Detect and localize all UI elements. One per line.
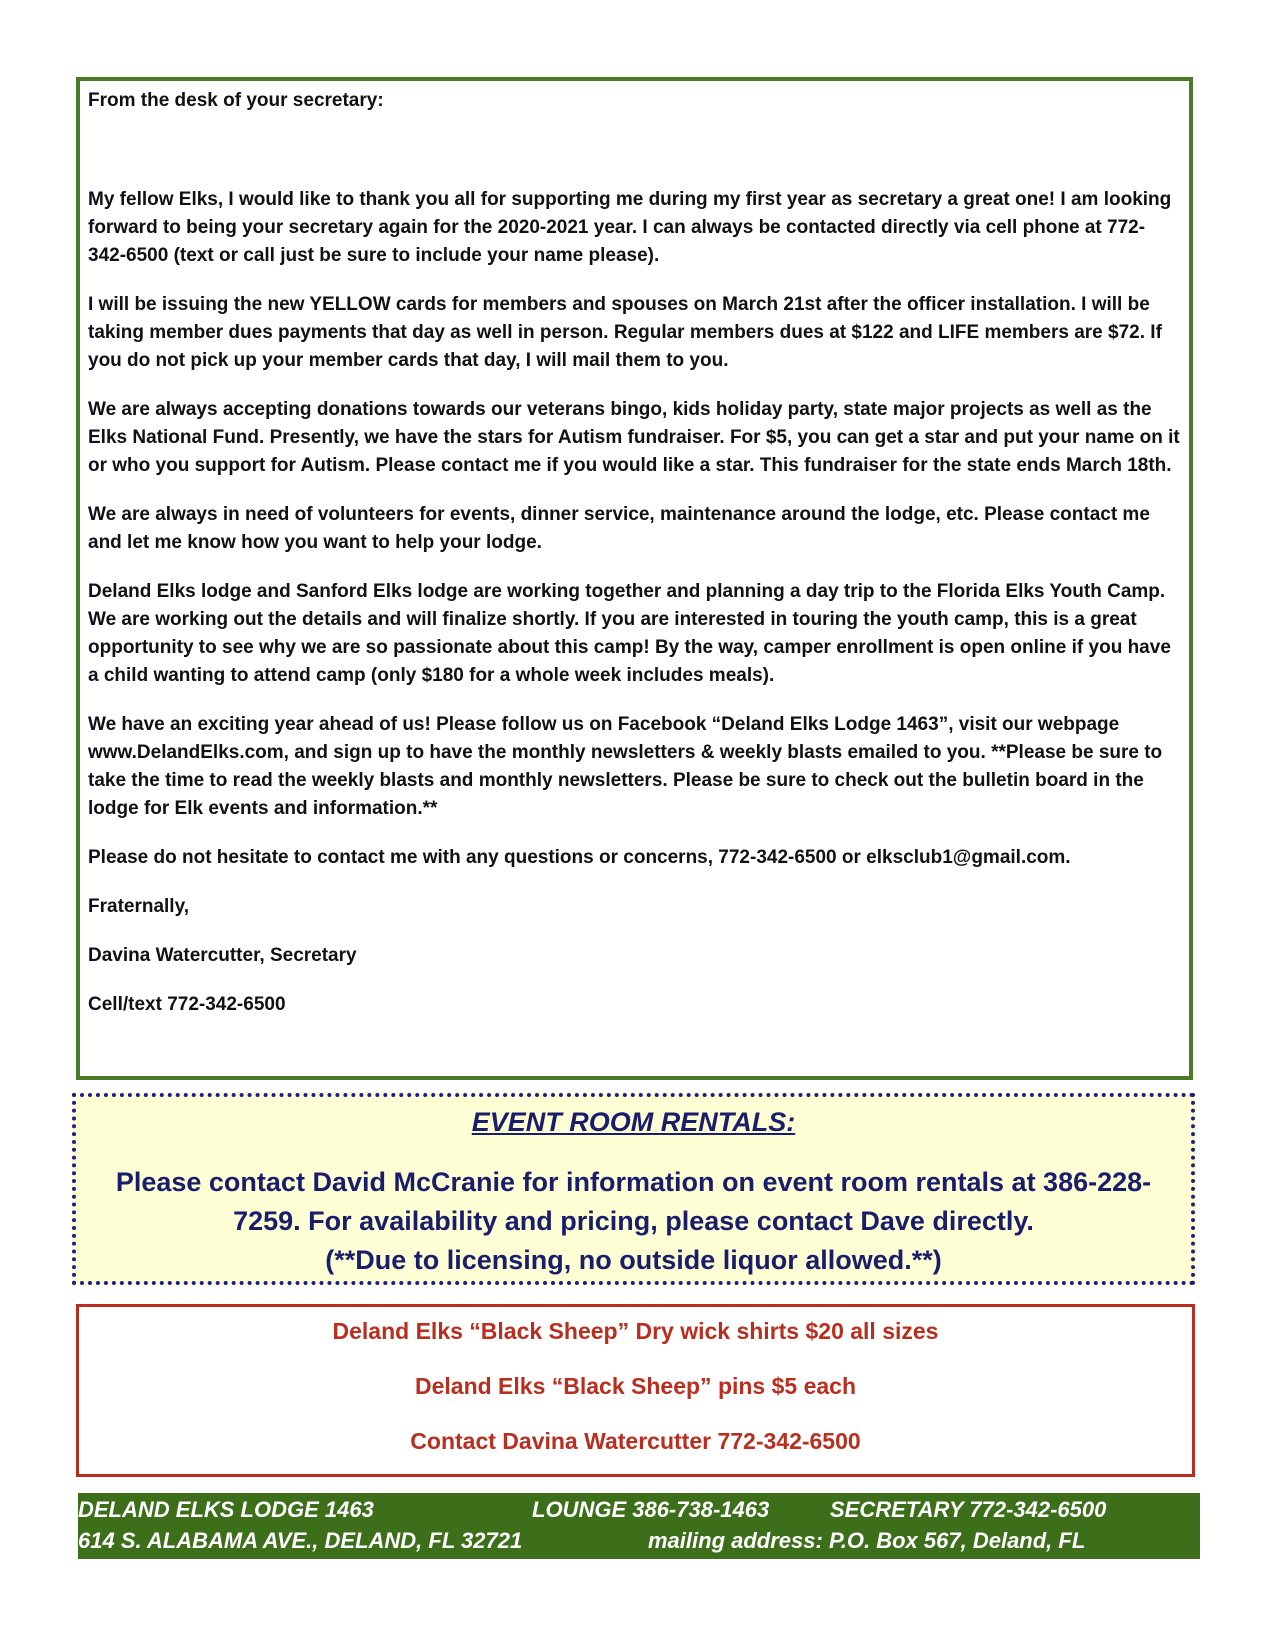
lodge-footer: [78, 1493, 1200, 1559]
event-rentals-note: (**Due to licensing, no outside liquor allowed.**): [325, 1245, 942, 1275]
letter-paragraph-contact: Please do not hesitate to contact me with any questions or concerns, 772-342-6500 or elksclub1@gmail.com.: [88, 847, 1071, 868]
merchandise-box: [76, 1304, 1195, 1477]
letter-heading: From the desk of your secretary:: [88, 90, 384, 111]
letter-contact: Cell/text 772-342-6500: [88, 994, 286, 1015]
secretary-letter: [76, 77, 1193, 1080]
letter-paragraph-cards: I will be issuing the new YELLOW cards for members and spouses on March 21st after the officer installation. I will be taking member dues payments that day as well in person. Regular members dues at $122 and LIFE members are $72. If you do not pick up your member cards that day, I will mail them to you.: [88, 294, 1162, 371]
footer-secretary-phone: SECRETARY 772-342-6500: [830, 1497, 1107, 1522]
letter-signature: Davina Watercutter, Secretary: [88, 945, 357, 966]
letter-paragraph-youth-camp: Deland Elks lodge and Sanford Elks lodge are working together and planning a day trip to the Florida Elks Youth Camp. We are working out the details and will finalize shortly. If you are interested in touring the youth camp, this is a great opportunity to see why we are so passionate about this camp! By the way, camper enrollment is open online if you have a child wanting to attend camp (only $180 for a whole week includes meals).: [88, 581, 1171, 686]
event-rentals-title: EVENT ROOM RENTALS:: [471, 1107, 796, 1137]
footer-lounge-phone: LOUNGE 386-738-1463: [532, 1497, 770, 1522]
event-rentals-box: [72, 1093, 1195, 1285]
letter-paragraph-donations: We are always accepting donations towards our veterans bingo, kids holiday party, state major projects as well as the Elks National Fund. Presently, we have the stars for Autism fundraiser. For $5, you can get a star and put your name on it or who you support for Autism. Please contact me if you would like a star. This fundraiser for the state ends March 18th.: [88, 399, 1180, 476]
footer-mailing-address: mailing address: P.O. Box 567, Deland, FL: [648, 1528, 1086, 1553]
event-rentals-text: Please contact David McCranie for information on event room rentals at 386-228-7259. For availability and pricing, please contact Dave directly.: [115, 1167, 1152, 1236]
letter-paragraph-thanks: My fellow Elks, I would like to thank you all for supporting me during my first year as secretary a great one! I am looking forward to being your secretary again for the 2020-2021 year. I can always be contacted directly via cell phone at 772-342-6500 (text or call just be sure to include your name please).: [88, 189, 1172, 266]
letter-paragraph-social: We have an exciting year ahead of us! Please follow us on Facebook “Deland Elks Lodge 1463”, visit our webpage www.DelandElks.com, and sign up to have the monthly newsletters & weekly blasts emailed to you. **Please be sure to take the time to read the weekly blasts and monthly newsletters. Please be sure to check out the bulletin board in the lodge for Elk events and information.**: [88, 714, 1163, 819]
merch-contact: Contact Davina Watercutter 772-342-6500: [410, 1428, 861, 1454]
merch-shirts: Deland Elks “Black Sheep” Dry wick shirts $20 all sizes: [332, 1318, 939, 1344]
letter-closing: Fraternally,: [88, 896, 190, 917]
footer-street-address: 614 S. ALABAMA AVE., DELAND, FL 32721: [78, 1528, 523, 1553]
event-rentals-body: [76, 1163, 1191, 1280]
merch-pins: Deland Elks “Black Sheep” pins $5 each: [414, 1373, 857, 1399]
letter-paragraph-volunteers: We are always in need of volunteers for events, dinner service, maintenance around the lodge, etc. Please contact me and let me know how you want to help your lodge.: [88, 504, 1150, 553]
footer-lodge-name: DELAND ELKS LODGE 1463: [78, 1497, 374, 1522]
